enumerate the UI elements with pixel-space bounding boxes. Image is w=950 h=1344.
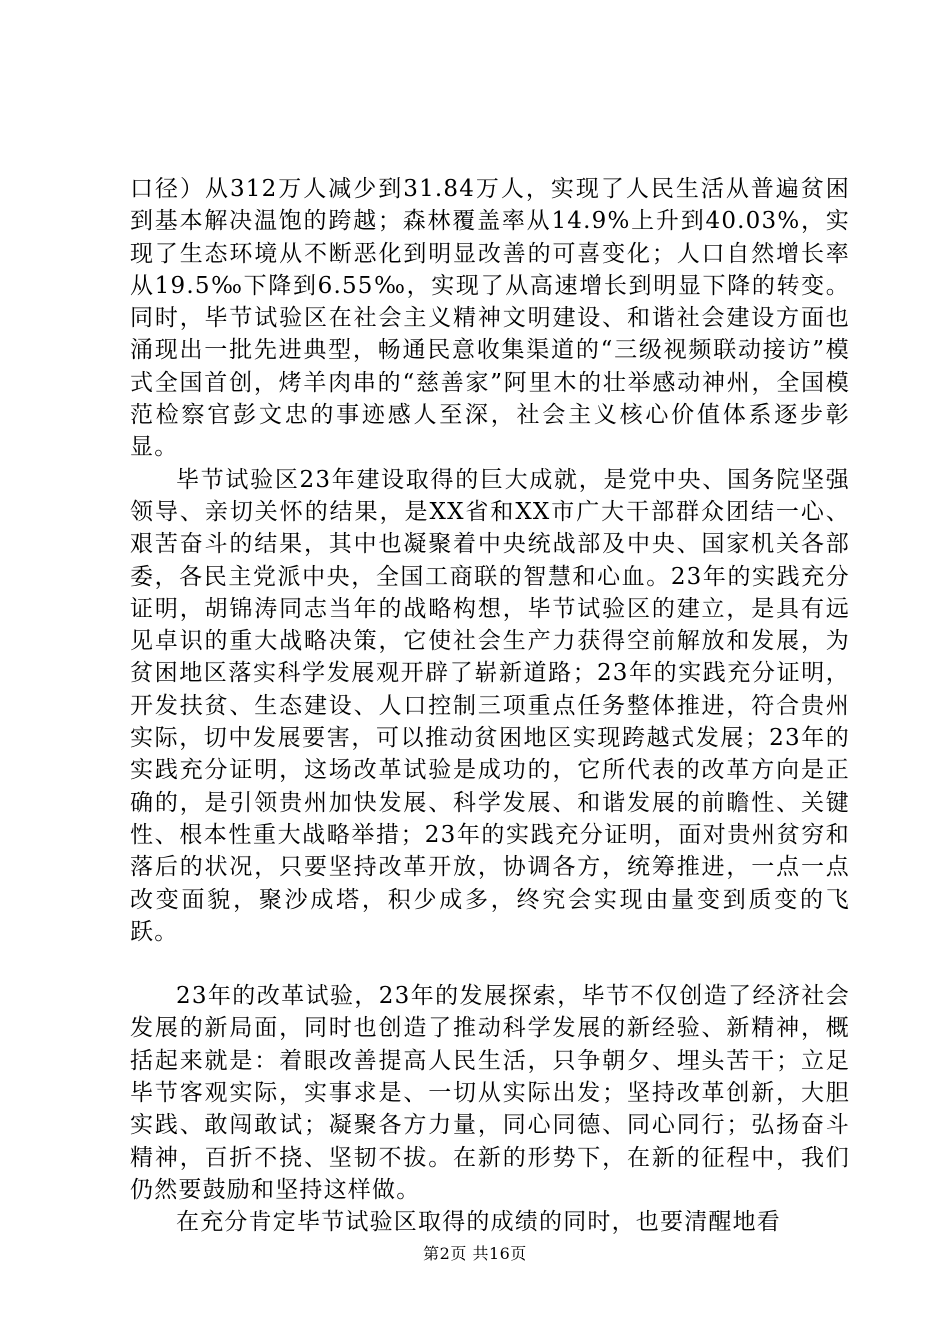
document-body: [130, 173, 850, 1239]
paragraph-experience: 23年的改革试验，23年的发展探索，毕节不仅创造了经济社会发展的新局面，同时也创造了推动科学发展的新经验、新精神，概括起来就是：着眼改善提高人民生活，只争朝夕、埋头苦干；立足毕节客观实际，实事求是、一切从实际出发；坚持改革创新，大胆实践、敢闯敢试；凝聚各方力量，同心同德、同心同行；弘扬奋斗精神，百折不挠、坚韧不拔。在新的形势下，在新的征程中，我们仍然要鼓励和坚持这样做。: [130, 983, 850, 1203]
paragraph-closing: 在充分肯定毕节试验区取得的成绩的同时，也要清醒地看: [176, 1209, 781, 1236]
paragraph-continuation: 口径）从312万人减少到31.84万人，实现了人民生活从普遍贫困到基本解决温饱的跨越；森林覆盖率从14.9%上升到40.03%，实现了生态环境从不断恶化到明显改善的可喜变化；人口自然增长率从19.5‰下降到6.55‰，实现了从高速增长到明显下降的转变。同时，毕节试验区在社会主义精神文明建设、和谐社会建设方面也涌现出一批先进典型，畅通民意收集渠道的“三级视频联动接访”模式全国首创，烤羊肉串的“慈善家”阿里木的壮举感动神州，全国模范检察官彭文忠的事迹感人至深，社会主义核心价值体系逐步彰显。: [130, 176, 850, 461]
paragraph-achievements: 毕节试验区23年建设取得的巨大成就，是党中央、国务院坚强领导、亲切关怀的结果，是XX省和XX市广大干部群众团结一心、艰苦奋斗的结果，其中也凝聚着中央统战部及中央、国家机关各部委，各民主党派中央，全国工商联的智慧和心血。23年的实践充分证明，胡锦涛同志当年的战略构想，毕节试验区的建立，是具有远见卓识的重大战略决策，它使社会生产力获得空前解放和发展，为贫困地区落实科学发展观开辟了崭新道路；23年的实践充分证明，开发扶贫、生态建设、人口控制三项重点任务整体推进，符合贵州实际，切中发展要害，可以推动贫困地区实现跨越式发展；23年的实践充分证明，这场改革试验是成功的，它所代表的改革方向是正确的，是引领贵州加快发展、科学发展、和谐发展的前瞻性、关键性、根本性重大战略举措；23年的实践充分证明，面对贵州贫穷和落后的状况，只要坚持改革开放，协调各方，统筹推进，一点一点改变面貌，聚沙成塔，积少成多，终究会实现由量变到质变的飞跃。: [130, 466, 850, 945]
page-footer: [0, 1244, 950, 1264]
page-number: 第2页 共16页: [423, 1244, 527, 1263]
